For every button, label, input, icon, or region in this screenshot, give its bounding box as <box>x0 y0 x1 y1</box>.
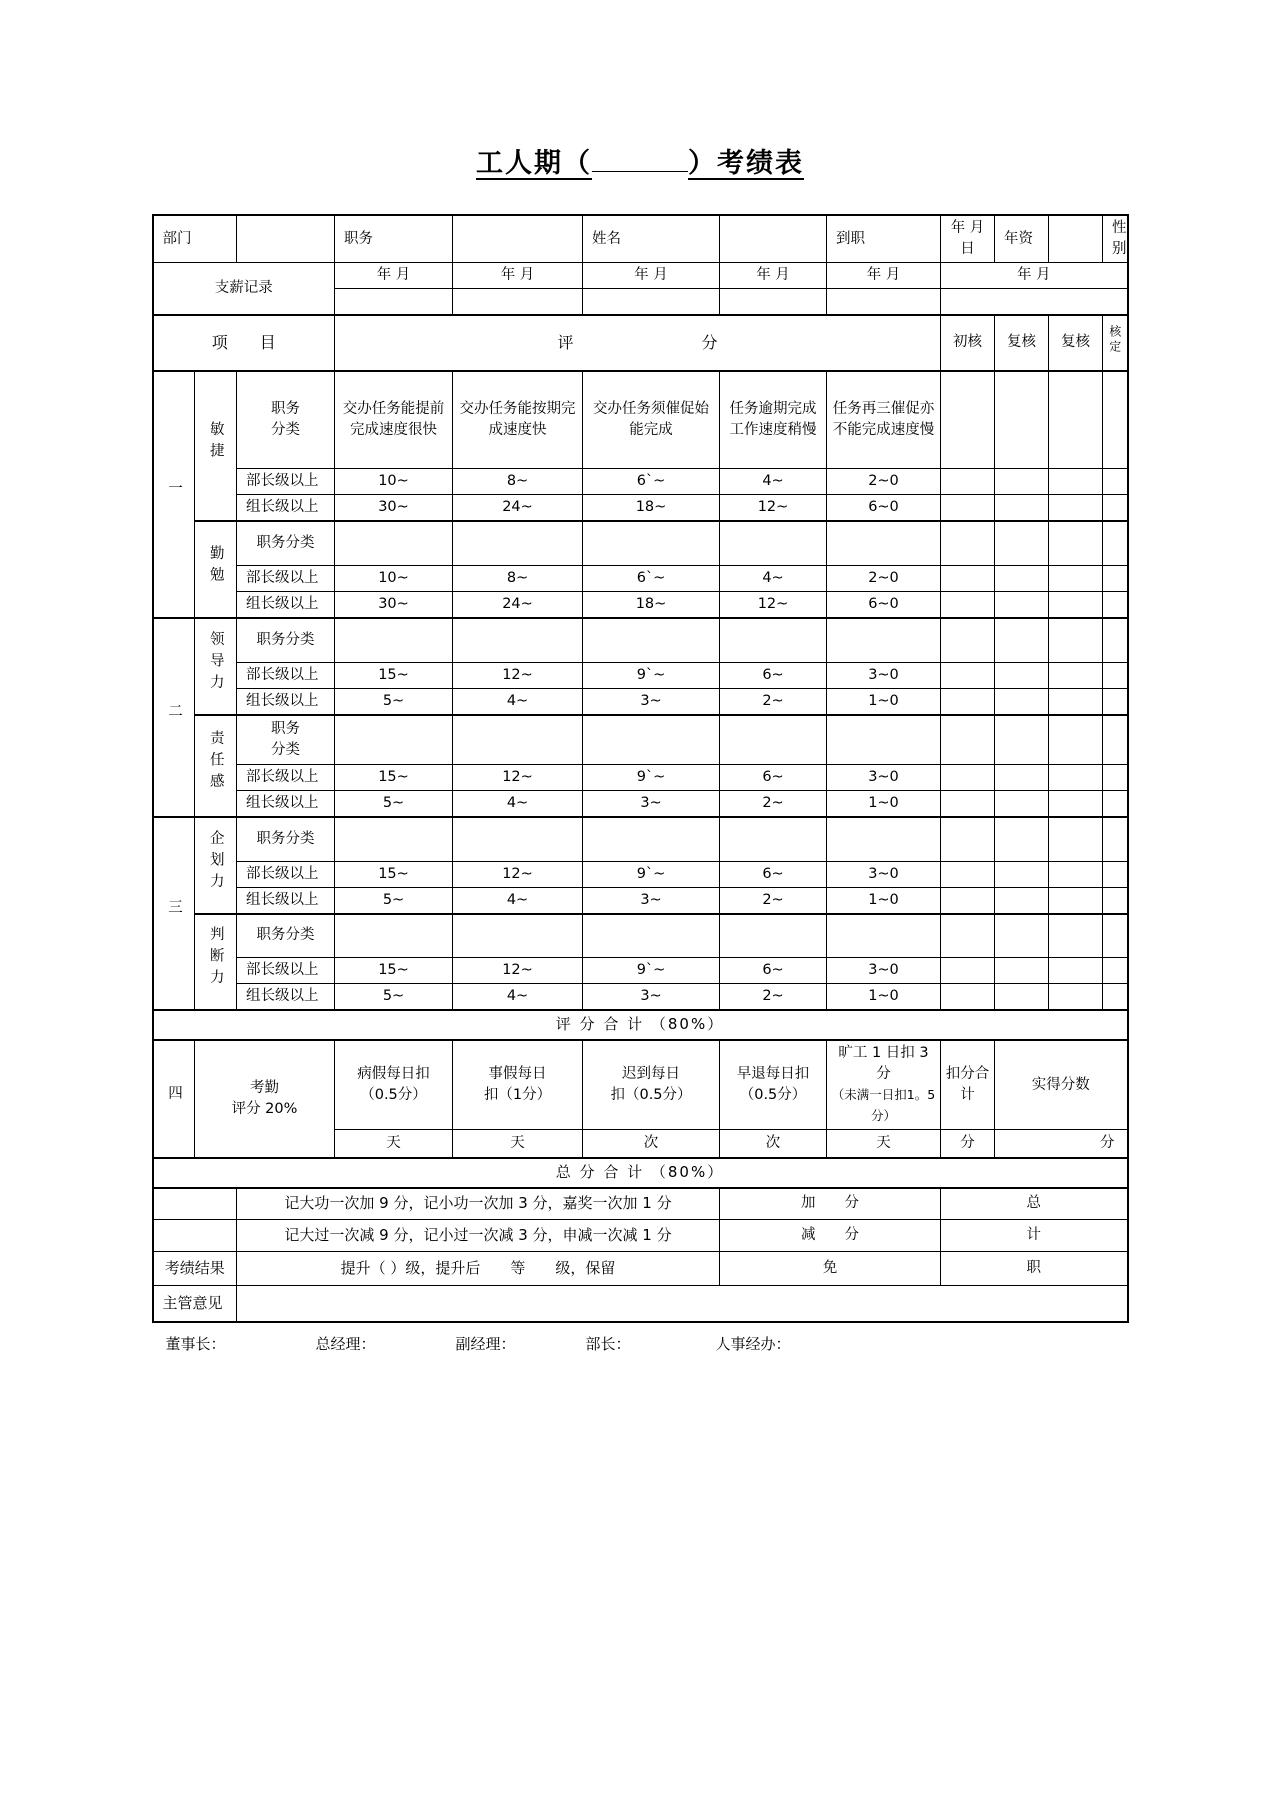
salary-period-6[interactable]: 年 月 <box>941 263 1128 289</box>
attendance-col-header-2: 事假每日 扣（1分） <box>453 1040 583 1130</box>
result-text: 提升（ ）级，提升后 等 级，保留 <box>237 1252 720 1286</box>
blank-p0-4[interactable] <box>720 817 827 861</box>
review-2-cell-p1[interactable] <box>995 861 1049 887</box>
header-info-row <box>153 215 1128 263</box>
review-4-cell-a1[interactable] <box>1103 469 1128 495</box>
dept-value[interactable] <box>237 215 335 263</box>
supervisor-label: 主管意见 <box>153 1286 237 1322</box>
score-r2-4[interactable]: 2~ <box>720 791 827 818</box>
review-4-cell-p1[interactable] <box>1103 861 1128 887</box>
score-l2-2[interactable]: 4~ <box>453 688 583 715</box>
criteria-col-2: 交办任务能按期完成速度快 <box>453 371 583 469</box>
score-r1-2[interactable]: 12~ <box>453 765 583 791</box>
blank-j0-4[interactable] <box>720 914 827 958</box>
review-1-cell-d1[interactable] <box>941 565 995 591</box>
review-3-cell-r1[interactable] <box>1049 765 1103 791</box>
section-2-roman: 二 <box>153 618 195 817</box>
score-r2-1[interactable]: 5~ <box>335 791 453 818</box>
review-3-cell-j1[interactable] <box>1049 958 1103 984</box>
score-row-judgement-team <box>153 984 1128 1011</box>
attendance-unit-2[interactable]: 天 <box>453 1130 583 1158</box>
signature-hr-officer: 人事经办： <box>715 1334 791 1353</box>
item-column-header: 项 目 <box>153 315 335 371</box>
signature-chairman: 董事长： <box>165 1334 226 1353</box>
review-1-cell-p0[interactable] <box>941 817 995 861</box>
score-row-leadership-team <box>153 688 1128 715</box>
score-j1-4[interactable]: 6~ <box>720 958 827 984</box>
review-3-cell-s1[interactable] <box>1049 371 1103 469</box>
evaluation-table <box>152 214 1129 1322</box>
merit-sub-op: 减 分 <box>720 1220 941 1252</box>
score-row-planning-dept <box>153 861 1128 887</box>
blank-l0-3[interactable] <box>583 618 720 662</box>
review-1-cell-r2[interactable] <box>941 791 995 818</box>
review-2-cell-j1[interactable] <box>995 958 1049 984</box>
score-r2-5[interactable]: 1~0 <box>827 791 941 818</box>
blank-d0-3[interactable] <box>583 521 720 565</box>
seniority-label: 年资 <box>995 215 1049 263</box>
jobclass-row-judgement <box>153 914 1128 958</box>
merit-spacer-2 <box>153 1220 237 1252</box>
merit-sub-row <box>153 1220 1128 1252</box>
page-title <box>0 0 1280 180</box>
score-row-planning-team <box>153 887 1128 914</box>
merit-add-text: 记大功一次加 9 分，记小功一次加 3 分，嘉奖一次加 1 分 <box>237 1188 720 1220</box>
review-4-cell-r1[interactable] <box>1103 765 1128 791</box>
score-p1-2[interactable]: 12~ <box>453 861 583 887</box>
page-title-prefix: 工人期（ <box>476 148 592 179</box>
page-title-suffix: ）考绩表 <box>688 148 804 179</box>
level-label-dept-1: 部长级以上 <box>237 469 335 495</box>
score-j2-5[interactable]: 1~0 <box>827 984 941 1011</box>
item-name-leadership: 领导力 <box>195 618 237 715</box>
blank-j0-1[interactable] <box>335 914 453 958</box>
score-p2-4[interactable]: 2~ <box>720 887 827 914</box>
review-1-cell-r0[interactable] <box>941 715 995 765</box>
score-a1-4[interactable]: 4~ <box>720 469 827 495</box>
job-class-header-6: 职务分类 <box>237 914 335 958</box>
score-l1-5[interactable]: 3~0 <box>827 662 941 688</box>
score-l2-5[interactable]: 1~0 <box>827 688 941 715</box>
score-subtotal-label: 评 分 合 计 （80%） <box>153 1010 1128 1040</box>
score-r1-1[interactable]: 15~ <box>335 765 453 791</box>
review-4-cell-j1[interactable] <box>1103 958 1128 984</box>
blank-p0-5[interactable] <box>827 817 941 861</box>
item-name-diligence: 勤勉 <box>195 521 237 618</box>
score-row-diligence-dept <box>153 565 1128 591</box>
review-4-cell-r2[interactable] <box>1103 791 1128 818</box>
review-1-cell-l1[interactable] <box>941 662 995 688</box>
score-l1-3[interactable]: 9`~ <box>583 662 720 688</box>
review-3-cell-p2[interactable] <box>1049 887 1103 914</box>
attendance-col-header-7: 实得分数 <box>995 1040 1128 1130</box>
score-p1-1[interactable]: 15~ <box>335 861 453 887</box>
score-d1-3[interactable]: 6`~ <box>583 565 720 591</box>
review-1-cell-a2[interactable] <box>941 495 995 522</box>
score-d2-1[interactable]: 30~ <box>335 591 453 618</box>
score-a1-5[interactable]: 2~0 <box>827 469 941 495</box>
salary-period-4[interactable]: 年 月 <box>720 263 827 289</box>
salary-period-5[interactable]: 年 月 <box>827 263 941 289</box>
blank-p0-3[interactable] <box>583 817 720 861</box>
review-3-cell-a2[interactable] <box>1049 495 1103 522</box>
score-row-agility-dept <box>153 469 1128 495</box>
review-4-cell-l2[interactable] <box>1103 688 1128 715</box>
level-label-dept-5: 部长级以上 <box>237 861 335 887</box>
score-a1-2[interactable]: 8~ <box>453 469 583 495</box>
blank-r0-1[interactable] <box>335 715 453 765</box>
review-2-cell-a1[interactable] <box>995 469 1049 495</box>
job-class-header-1: 职务 分类 <box>237 371 335 469</box>
score-p2-1[interactable]: 5~ <box>335 887 453 914</box>
job-class-header-3: 职务分类 <box>237 618 335 662</box>
blank-j0-5[interactable] <box>827 914 941 958</box>
salary-value-4[interactable] <box>720 289 827 315</box>
merit-spacer-1 <box>153 1188 237 1220</box>
score-j2-1[interactable]: 5~ <box>335 984 453 1011</box>
score-j2-3[interactable]: 3~ <box>583 984 720 1011</box>
score-j2-4[interactable]: 2~ <box>720 984 827 1011</box>
signature-general-manager: 总经理： <box>315 1334 376 1353</box>
score-p1-4[interactable]: 6~ <box>720 861 827 887</box>
score-p2-5[interactable]: 1~0 <box>827 887 941 914</box>
merit-sub-text: 记大过一次减 9 分，记小过一次减 3 分，申减一次减 1 分 <box>237 1220 720 1252</box>
jobclass-row-responsibility <box>153 715 1128 765</box>
score-d2-5[interactable]: 6~0 <box>827 591 941 618</box>
blank-d0-1[interactable] <box>335 521 453 565</box>
review-4-cell-j0[interactable] <box>1103 914 1128 958</box>
score-d2-4[interactable]: 12~ <box>720 591 827 618</box>
review-1-header: 初核 <box>941 315 995 371</box>
review-4-cell-p2[interactable] <box>1103 887 1128 914</box>
review-2-cell-d1[interactable] <box>995 565 1049 591</box>
criteria-header-row <box>153 371 1128 469</box>
score-d1-4[interactable]: 4~ <box>720 565 827 591</box>
blank-d0-2[interactable] <box>453 521 583 565</box>
review-3-cell-p1[interactable] <box>1049 861 1103 887</box>
review-2-cell-d2[interactable] <box>995 591 1049 618</box>
review-2-cell-r1[interactable] <box>995 765 1049 791</box>
review-2-cell-j2[interactable] <box>995 984 1049 1011</box>
review-3-cell-l1[interactable] <box>1049 662 1103 688</box>
review-4-cell-d2[interactable] <box>1103 591 1128 618</box>
level-label-team-6: 组长级以上 <box>237 984 335 1011</box>
score-r2-3[interactable]: 3~ <box>583 791 720 818</box>
review-3-cell-d1[interactable] <box>1049 565 1103 591</box>
attendance-col-header-5: 旷工 1 日扣 3 分 （未满一日扣1。5分） <box>827 1040 941 1130</box>
review-1-cell-p1[interactable] <box>941 861 995 887</box>
merit-add-op: 加 分 <box>720 1188 941 1220</box>
score-p2-3[interactable]: 3~ <box>583 887 720 914</box>
review-4-cell-r0[interactable] <box>1103 715 1128 765</box>
attendance-col-header-1: 病假每日扣 （0.5分） <box>335 1040 453 1130</box>
blank-j0-3[interactable] <box>583 914 720 958</box>
merit-add-total: 总 <box>941 1188 1128 1220</box>
review-4-cell-l1[interactable] <box>1103 662 1128 688</box>
review-3-cell-d2[interactable] <box>1049 591 1103 618</box>
score-row-responsibility-dept <box>153 765 1128 791</box>
salary-period-1[interactable]: 年 月 <box>335 263 453 289</box>
review-1-cell-s1[interactable] <box>941 371 995 469</box>
review-2-cell-p0[interactable] <box>995 817 1049 861</box>
review-4-cell-l0[interactable] <box>1103 618 1128 662</box>
result-label: 考绩结果 <box>153 1252 237 1286</box>
review-3-cell-j0[interactable] <box>1049 914 1103 958</box>
score-j2-2[interactable]: 4~ <box>453 984 583 1011</box>
attendance-unit-4[interactable]: 次 <box>720 1130 827 1158</box>
grand-total-row <box>153 1158 1128 1188</box>
review-1-cell-l0[interactable] <box>941 618 995 662</box>
review-3-cell-a1[interactable] <box>1049 469 1103 495</box>
review-1-cell-p2[interactable] <box>941 887 995 914</box>
section-4-roman: 四 <box>153 1040 195 1158</box>
name-value[interactable] <box>720 215 827 263</box>
score-row-agility-team <box>153 495 1128 522</box>
score-row-leadership-dept <box>153 662 1128 688</box>
review-2-cell-r0[interactable] <box>995 715 1049 765</box>
job-class-header-2: 职务分类 <box>237 521 335 565</box>
review-3-cell-p0[interactable] <box>1049 817 1103 861</box>
criteria-col-3: 交办任务须催促始能完成 <box>583 371 720 469</box>
result-post: 职 <box>941 1252 1128 1286</box>
attendance-col-header-6: 扣分合计 <box>941 1040 995 1130</box>
attendance-col-header-4: 早退每日扣（0.5分） <box>720 1040 827 1130</box>
review-2-cell-a2[interactable] <box>995 495 1049 522</box>
blank-r0-4[interactable] <box>720 715 827 765</box>
review-3-cell-l0[interactable] <box>1049 618 1103 662</box>
review-2-cell-p2[interactable] <box>995 887 1049 914</box>
score-j1-5[interactable]: 3~0 <box>827 958 941 984</box>
score-row-responsibility-team <box>153 791 1128 818</box>
seniority-value[interactable] <box>1049 215 1103 263</box>
jobclass-row-diligence <box>153 521 1128 565</box>
review-2-cell-d0[interactable] <box>995 521 1049 565</box>
signature-deputy-manager: 副经理： <box>455 1334 516 1353</box>
item-name-planning: 企划力 <box>195 817 237 914</box>
review-2-cell-s1[interactable] <box>995 371 1049 469</box>
item-name-judgement: 判断力 <box>195 914 237 1011</box>
score-d1-2[interactable]: 8~ <box>453 565 583 591</box>
review-1-cell-r1[interactable] <box>941 765 995 791</box>
attendance-unit-7[interactable]: 分 <box>995 1130 1128 1158</box>
score-row-judgement-dept <box>153 958 1128 984</box>
jobclass-row-leadership <box>153 618 1128 662</box>
score-a1-3[interactable]: 6`~ <box>583 469 720 495</box>
blank-p0-1[interactable] <box>335 817 453 861</box>
attendance-unit-5[interactable]: 天 <box>827 1130 941 1158</box>
review-1-cell-j0[interactable] <box>941 914 995 958</box>
score-a2-5[interactable]: 6~0 <box>827 495 941 522</box>
attendance-unit-3[interactable]: 次 <box>583 1130 720 1158</box>
grand-total-label: 总 分 合 计 （80%） <box>153 1158 1128 1188</box>
level-label-dept-4: 部长级以上 <box>237 765 335 791</box>
attendance-unit-6[interactable]: 分 <box>941 1130 995 1158</box>
level-label-dept-3: 部长级以上 <box>237 662 335 688</box>
score-p1-3[interactable]: 9`~ <box>583 861 720 887</box>
review-4-cell-d1[interactable] <box>1103 565 1128 591</box>
item-name-responsibility: 责任感 <box>195 715 237 818</box>
review-2-cell-j0[interactable] <box>995 914 1049 958</box>
salary-value-5[interactable] <box>827 289 941 315</box>
review-4-header: 核定 <box>1103 315 1128 371</box>
score-d1-1[interactable]: 10~ <box>335 565 453 591</box>
section-header-row <box>153 315 1128 371</box>
review-4-cell-s1[interactable] <box>1103 371 1128 469</box>
blank-d0-4[interactable] <box>720 521 827 565</box>
review-2-cell-r2[interactable] <box>995 791 1049 818</box>
hire-date-label: 到职 <box>827 215 941 263</box>
job-class-header-4: 职务 分类 <box>237 715 335 765</box>
review-3-cell-r0[interactable] <box>1049 715 1103 765</box>
salary-value-6[interactable] <box>941 289 1128 315</box>
blank-l0-4[interactable] <box>720 618 827 662</box>
level-label-team-1: 组长级以上 <box>237 495 335 522</box>
review-1-cell-j1[interactable] <box>941 958 995 984</box>
score-j1-2[interactable]: 12~ <box>453 958 583 984</box>
job-class-header-5: 职务分类 <box>237 817 335 861</box>
blank-l0-5[interactable] <box>827 618 941 662</box>
signature-department-head: 部长： <box>585 1334 631 1353</box>
attendance-header-row <box>153 1040 1128 1130</box>
review-3-header: 复核 <box>1049 315 1103 371</box>
review-2-cell-l0[interactable] <box>995 618 1049 662</box>
merit-add-row <box>153 1188 1128 1220</box>
review-1-cell-a1[interactable] <box>941 469 995 495</box>
score-a2-1[interactable]: 30~ <box>335 495 453 522</box>
score-subtotal-row <box>153 1010 1128 1040</box>
score-a2-2[interactable]: 24~ <box>453 495 583 522</box>
salary-record-label: 支薪记录 <box>153 263 335 315</box>
score-l2-4[interactable]: 2~ <box>720 688 827 715</box>
score-l1-4[interactable]: 6~ <box>720 662 827 688</box>
result-row <box>153 1252 1128 1286</box>
score-a2-4[interactable]: 12~ <box>720 495 827 522</box>
blank-l0-1[interactable] <box>335 618 453 662</box>
salary-period-3[interactable]: 年 月 <box>583 263 720 289</box>
review-3-cell-l2[interactable] <box>1049 688 1103 715</box>
review-1-cell-d2[interactable] <box>941 591 995 618</box>
review-2-cell-l1[interactable] <box>995 662 1049 688</box>
supervisor-value[interactable] <box>237 1286 1128 1322</box>
review-1-cell-j2[interactable] <box>941 984 995 1011</box>
score-column-header: 评 分 <box>335 315 941 371</box>
review-3-cell-r2[interactable] <box>1049 791 1103 818</box>
level-label-dept-2: 部长级以上 <box>237 565 335 591</box>
score-a2-3[interactable]: 18~ <box>583 495 720 522</box>
salary-value-1[interactable] <box>335 289 453 315</box>
score-d2-3[interactable]: 18~ <box>583 591 720 618</box>
score-l1-1[interactable]: 15~ <box>335 662 453 688</box>
score-l2-3[interactable]: 3~ <box>583 688 720 715</box>
item-name-agility: 敏捷 <box>195 371 237 522</box>
review-2-cell-l2[interactable] <box>995 688 1049 715</box>
review-4-cell-p0[interactable] <box>1103 817 1128 861</box>
position-value[interactable] <box>453 215 583 263</box>
review-1-cell-d0[interactable] <box>941 521 995 565</box>
score-l1-2[interactable]: 12~ <box>453 662 583 688</box>
score-j1-1[interactable]: 15~ <box>335 958 453 984</box>
score-p1-5[interactable]: 3~0 <box>827 861 941 887</box>
level-label-team-5: 组长级以上 <box>237 887 335 914</box>
blank-d0-5[interactable] <box>827 521 941 565</box>
blank-r0-5[interactable] <box>827 715 941 765</box>
attendance-label: 考勤 评分 20% <box>195 1040 335 1158</box>
score-p2-2[interactable]: 4~ <box>453 887 583 914</box>
blank-l0-2[interactable] <box>453 618 583 662</box>
salary-record-period-row <box>153 263 1128 289</box>
score-r1-5[interactable]: 3~0 <box>827 765 941 791</box>
blank-j0-2[interactable] <box>453 914 583 958</box>
blank-r0-2[interactable] <box>453 715 583 765</box>
score-r1-4[interactable]: 6~ <box>720 765 827 791</box>
review-1-cell-l2[interactable] <box>941 688 995 715</box>
section-3-roman: 三 <box>153 817 195 1010</box>
gender-label: 性别 <box>1103 215 1128 263</box>
attendance-col-header-3: 迟到每日 扣（0.5分） <box>583 1040 720 1130</box>
criteria-col-4: 任务逾期完成工作速度稍慢 <box>720 371 827 469</box>
score-row-diligence-team <box>153 591 1128 618</box>
dept-label: 部门 <box>153 215 237 263</box>
review-2-header: 复核 <box>995 315 1049 371</box>
score-j1-3[interactable]: 9`~ <box>583 958 720 984</box>
blank-p0-2[interactable] <box>453 817 583 861</box>
signature-row <box>158 1333 1123 1354</box>
criteria-col-5: 任务再三催促亦不能完成速度慢 <box>827 371 941 469</box>
salary-value-3[interactable] <box>583 289 720 315</box>
level-label-team-4: 组长级以上 <box>237 791 335 818</box>
score-d1-5[interactable]: 2~0 <box>827 565 941 591</box>
attendance-unit-1[interactable]: 天 <box>335 1130 453 1158</box>
merit-sub-total: 计 <box>941 1220 1128 1252</box>
score-d2-2[interactable]: 24~ <box>453 591 583 618</box>
jobclass-row-planning <box>153 817 1128 861</box>
score-r1-3[interactable]: 9`~ <box>583 765 720 791</box>
result-exempt: 免 <box>720 1252 941 1286</box>
criteria-col-1: 交办任务能提前完成速度很快 <box>335 371 453 469</box>
salary-value-2[interactable] <box>453 289 583 315</box>
name-label: 姓名 <box>583 215 720 263</box>
supervisor-row <box>153 1286 1128 1322</box>
blank-r0-3[interactable] <box>583 715 720 765</box>
review-4-cell-d0[interactable] <box>1103 521 1128 565</box>
score-r2-2[interactable]: 4~ <box>453 791 583 818</box>
section-1-roman: 一 <box>153 371 195 618</box>
score-l2-1[interactable]: 5~ <box>335 688 453 715</box>
review-4-cell-a2[interactable] <box>1103 495 1128 522</box>
review-4-cell-j2[interactable] <box>1103 984 1128 1011</box>
level-label-dept-6: 部长级以上 <box>237 958 335 984</box>
level-label-team-3: 组长级以上 <box>237 688 335 715</box>
score-a1-1[interactable]: 10~ <box>335 469 453 495</box>
review-3-cell-d0[interactable] <box>1049 521 1103 565</box>
hire-date-value[interactable]: 年 月 日 <box>941 215 995 263</box>
position-label: 职务 <box>335 215 453 263</box>
level-label-team-2: 组长级以上 <box>237 591 335 618</box>
review-3-cell-j2[interactable] <box>1049 984 1103 1011</box>
salary-period-2[interactable]: 年 月 <box>453 263 583 289</box>
